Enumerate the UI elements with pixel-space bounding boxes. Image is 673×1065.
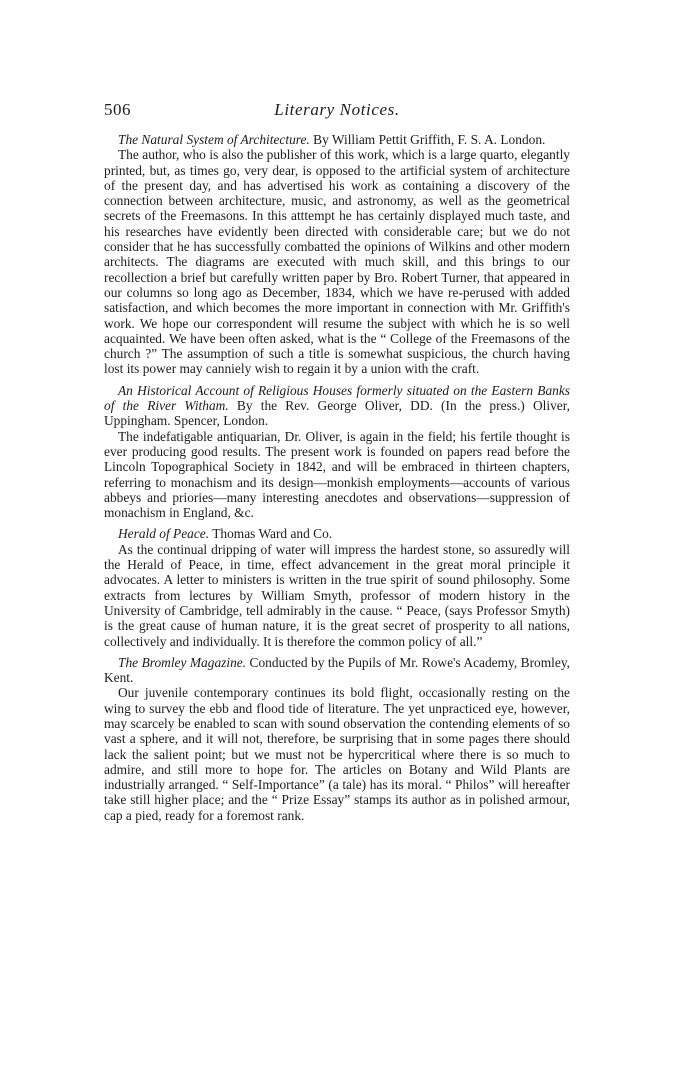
running-head	[104, 102, 570, 124]
notice-religious-houses	[104, 383, 570, 521]
running-title: Literary Notices.	[274, 100, 400, 119]
notice-body: As the continual dripping of water will impress the hardest stone, so assuredly will the Herald of Peace, in time, effect advancement in the great moral principle it advocates. A letter to ministers is written in the true spirit of sound philosophy. Some extracts from lectures by William Smyth, professor of modern history in the University of Cambridge, tell admirably in the cause. “ Peace, (says Professor Smyth) is the great cause of human nature, it is the great secret of prosperity to all nations, collectively and individually. It is therefore the common policy of all.”	[104, 541, 570, 649]
notice-herald-of-peace	[104, 526, 570, 648]
notice-body: The indefatigable antiquarian, Dr. Oliver, is again in the field; his fertile thought is ever producing good results. The present work is founded on papers read before the Lincoln Topographical Society in 1842, and will be embraced in thirteen chapters, referring to monachism and its design—monkish employments—accounts of various abbeys and priories—many interesting anecdotes and observations—suppression of monachism in England, &c.	[104, 428, 570, 521]
notice-natural-system	[104, 132, 570, 377]
page-number: 506	[104, 100, 131, 119]
notice-body: The author, who is also the publisher of this work, which is a large quarto, elegantly printed, but, as times go, very dear, is opposed to the artificial system of architecture of the present day, and has advertised his work as containing a discovery of the connection between architecture, music, and astronomy, as well as the geometrical secrets of the Freemasons. In this atttempt he has certainly displayed much taste, and his researches have evidently been directed with considerable care; but we do not consider that he has successfully combatted the opinions of Wilkins and other modern architects. The diagrams are executed with much skill, and this brings to our recollection a brief but carefully written paper by Bro. Robert Turner, that appeared in our columns so long ago as December, 1834, which we have re-perused with added satisfaction, and which becomes the more important in connection with Mr. Griffith's work. We hope our correspondent will resume the subject with which he is so well acquainted. We have been often asked, what is the “ College of the Freemasons of the church ?” The assumption of such a title is somewhat suspicious, the church having lost its power may canniely wish to regain it by a union with the craft.	[104, 147, 570, 377]
notice-title: The Bromley Magazine.	[118, 654, 247, 670]
notice-byline: Thomas Ward and Co.	[209, 526, 333, 542]
notice-heading	[104, 383, 570, 429]
notice-heading	[104, 132, 570, 147]
notice-byline: By the Rev. George Oliver, DD. (In the press.) Oliver, Uppingham. Spencer, London.	[104, 398, 570, 429]
notice-heading	[104, 526, 570, 541]
notice-bromley-magazine	[104, 655, 570, 823]
notice-heading	[104, 655, 570, 686]
notice-title: Herald of Peace.	[118, 526, 210, 542]
notice-title: An Historical Account of Religious Houses formerly situated on the Eastern Banks of the River Witham.	[104, 382, 570, 414]
notice-byline: By William Pettit Griffith, F. S. A. London.	[309, 132, 546, 147]
notice-title: The Natural System of Architecture.	[118, 132, 310, 147]
notice-byline: Conducted by the Pupils of Mr. Rowe's Academy, Bromley, Kent.	[104, 654, 571, 686]
book-page	[104, 102, 570, 829]
notice-body: Our juvenile contemporary continues its bold flight, occasionally resting on the wing to survey the ebb and flood tide of literature. The yet unpracticed eye, however, may scarcely be enabled to scan with sound observation the contending elements of so vast a sphere, and it will not, therefore, be surprising that in some pages there should lack the salient point; but we must not be hypercritical where there is so much to admire, and still more to hope for. The articles on Botany and Wild Plants are industrially arranged. “ Self-Importance” (a tale) has its moral. “ Philos” will hereafter take still higher place; and the “ Prize Essay” stamps its author as in polished armour, cap a pied, ready for a foremost rank.	[104, 685, 570, 823]
